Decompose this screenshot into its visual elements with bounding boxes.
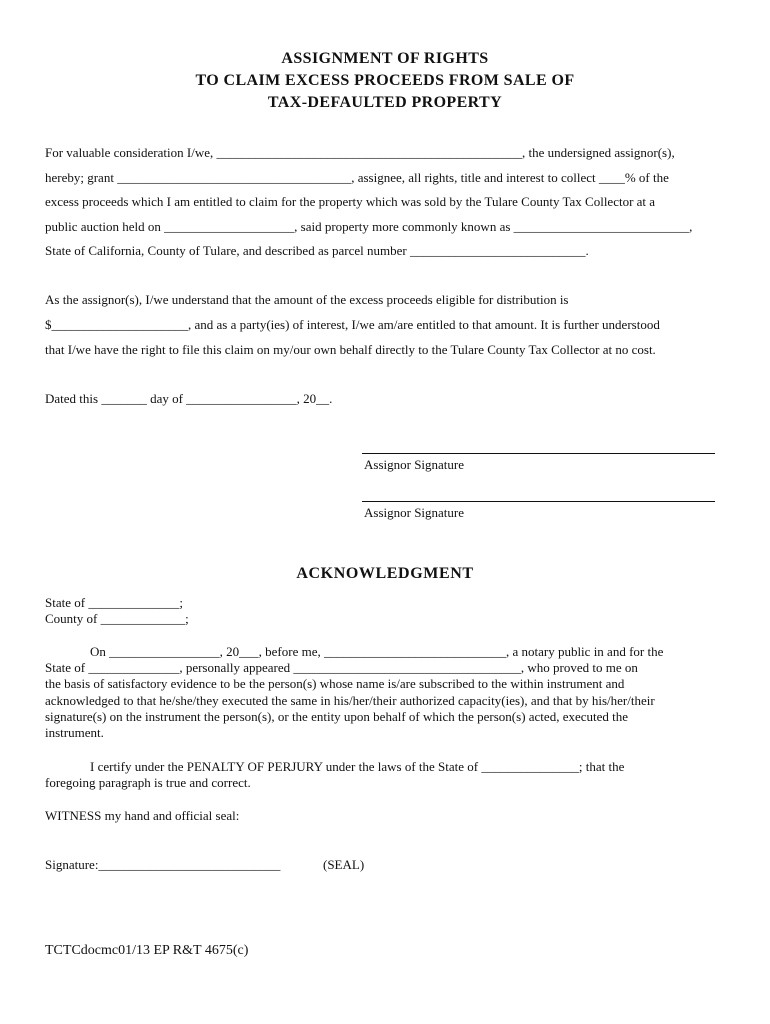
understanding-line: that I/we have the right to file this claim on my/our own behalf directly to the Tulare County Tax Collector at no cost. [45, 342, 656, 357]
assignment-line: hereby; grant ____________________________________, assignee, all rights, title and interest to collect ____% of the [45, 170, 669, 185]
assignment-line: public auction held on ____________________, said property more commonly known as ___________________________, [45, 219, 693, 234]
witness-line: WITNESS my hand and official seal: [45, 808, 240, 823]
ack-paragraph-line: the basis of satisfactory evidence to be the person(s) whose name is/are subscribed to the within instrument and [45, 676, 625, 691]
understanding-line: $_____________________, and as a party(ies) of interest, I/we am/are entitled to that amount. It is further understood [45, 317, 660, 332]
ack-paragraph-line: instrument. [45, 725, 104, 740]
perjury-line: foregoing paragraph is true and correct. [45, 775, 251, 790]
assignor-signature-line-1[interactable] [362, 453, 715, 454]
ack-paragraph-line: acknowledged to that he/she/they executed the same in his/her/their authorized capacity(ies), and that by his/her/their [45, 693, 655, 708]
understanding-line: As the assignor(s), I/we understand that the amount of the excess proceeds eligible for distribution is [45, 292, 569, 307]
ack-paragraph-line: On _________________, 20___, before me, ____________________________, a notary public in and for the [90, 644, 664, 659]
ack-state-line: State of ______________; [45, 595, 183, 610]
form-title-line-1: ASSIGNMENT OF RIGHTS [281, 50, 489, 67]
notary-signature-field[interactable]: Signature:____________________________ [45, 857, 281, 872]
assignor-signature-label-1: Assignor Signature [364, 457, 465, 472]
ack-county-line: County of _____________; [45, 611, 189, 626]
assignment-line: For valuable consideration I/we, _______________________________________________, the undersigned assignor(s), [45, 145, 675, 160]
form-title-line-3: TAX-DEFAULTED PROPERTY [267, 94, 503, 111]
ack-paragraph-line: signature(s) on the instrument the person(s), or the entity upon behalf of which the person(s) acted, executed the [45, 709, 629, 724]
dated-line: Dated this _______ day of _________________, 20__. [45, 391, 333, 406]
assignor-signature-line-2[interactable] [362, 501, 715, 502]
acknowledgment-title: ACKNOWLEDGMENT [296, 565, 474, 582]
form-id: TCTCdocmc01/13 EP R&T 4675(c) [45, 943, 249, 958]
assignment-line: State of California, County of Tulare, and described as parcel number ___________________________. [45, 243, 589, 258]
perjury-line: I certify under the PENALTY OF PERJURY under the laws of the State of _______________; that the [90, 759, 625, 774]
assignor-signature-label-2: Assignor Signature [364, 505, 465, 520]
seal-label: (SEAL) [323, 857, 365, 872]
assignment-line: excess proceeds which I am entitled to claim for the property which was sold by the Tulare County Tax Collector at a [45, 194, 656, 209]
form-title-line-2: TO CLAIM EXCESS PROCEEDS FROM SALE OF [195, 72, 575, 89]
ack-paragraph-line: State of ______________, personally appeared ___________________________________, who proved to me on [45, 660, 638, 675]
